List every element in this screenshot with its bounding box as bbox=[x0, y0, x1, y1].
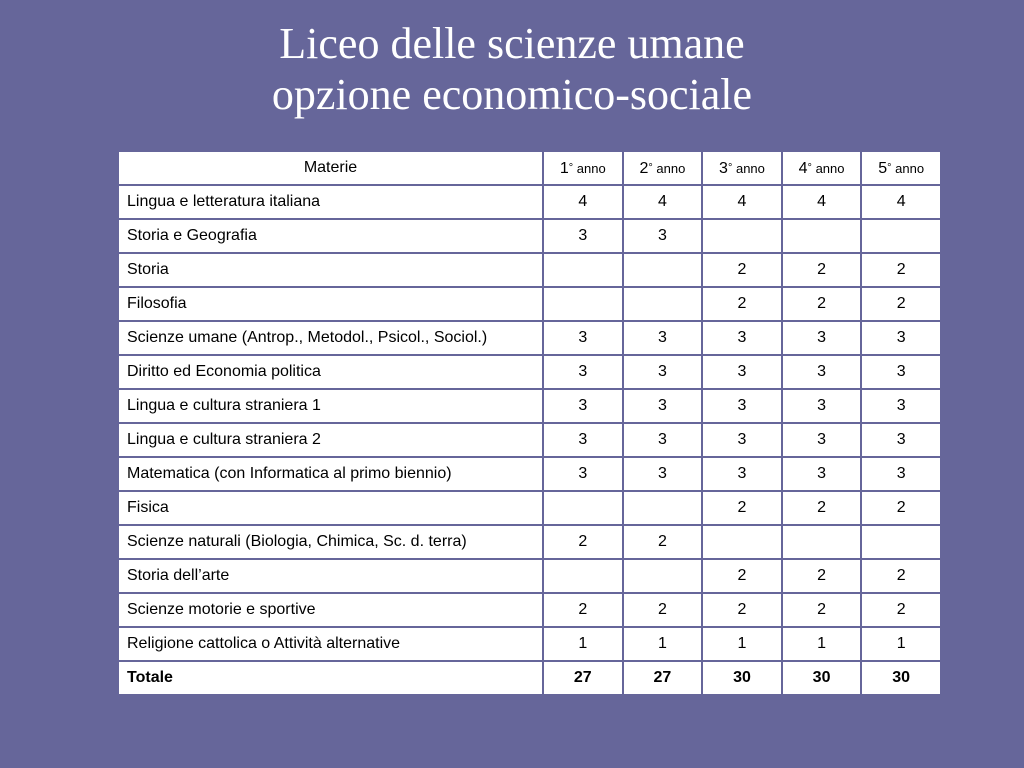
hours-cell: 3 bbox=[543, 389, 623, 423]
hours-cell: 2 bbox=[702, 287, 782, 321]
hours-cell: 4 bbox=[702, 185, 782, 219]
hours-cell bbox=[623, 253, 703, 287]
hours-cell: 3 bbox=[782, 423, 862, 457]
subject-cell: Filosofia bbox=[118, 287, 543, 321]
hours-cell bbox=[623, 491, 703, 525]
table-row bbox=[118, 389, 941, 423]
hours-cell bbox=[702, 219, 782, 253]
hours-cell bbox=[543, 287, 623, 321]
table-row bbox=[118, 185, 941, 219]
subject-cell: Scienze motorie e sportive bbox=[118, 593, 543, 627]
hours-cell: 3 bbox=[861, 355, 941, 389]
hours-cell: 4 bbox=[623, 185, 703, 219]
table-row bbox=[118, 627, 941, 661]
hours-cell: 3 bbox=[623, 389, 703, 423]
table-row bbox=[118, 219, 941, 253]
total-hours-cell: 27 bbox=[623, 661, 703, 695]
hours-cell: 2 bbox=[623, 593, 703, 627]
hours-cell bbox=[623, 287, 703, 321]
year-degree: ° bbox=[727, 161, 733, 174]
subject-cell: Lingua e cultura straniera 1 bbox=[118, 389, 543, 423]
year-number: 2 bbox=[639, 159, 649, 177]
hours-cell: 3 bbox=[623, 355, 703, 389]
hours-cell: 2 bbox=[782, 287, 862, 321]
hours-cell: 3 bbox=[782, 389, 862, 423]
hours-cell bbox=[623, 559, 703, 593]
hours-cell bbox=[543, 559, 623, 593]
hours-cell: 2 bbox=[861, 253, 941, 287]
hours-cell: 2 bbox=[702, 491, 782, 525]
header-year-5 bbox=[861, 151, 941, 185]
hours-cell: 4 bbox=[861, 185, 941, 219]
hours-cell: 2 bbox=[861, 593, 941, 627]
hours-cell: 3 bbox=[702, 321, 782, 355]
subject-cell: Scienze umane (Antrop., Metodol., Psicol., Sociol.) bbox=[118, 321, 543, 355]
table-row bbox=[118, 253, 941, 287]
hours-cell: 1 bbox=[543, 627, 623, 661]
subject-cell: Religione cattolica o Attività alternative bbox=[118, 627, 543, 661]
year-word: anno bbox=[811, 160, 845, 176]
hours-cell: 3 bbox=[543, 355, 623, 389]
table-row bbox=[118, 559, 941, 593]
table-row bbox=[118, 287, 941, 321]
hours-cell: 2 bbox=[861, 287, 941, 321]
header-year-1 bbox=[543, 151, 623, 185]
subject-cell: Lingua e letteratura italiana bbox=[118, 185, 543, 219]
table-row bbox=[118, 593, 941, 627]
hours-cell: 3 bbox=[543, 457, 623, 491]
subject-cell: Lingua e cultura straniera 2 bbox=[118, 423, 543, 457]
hours-cell: 1 bbox=[702, 627, 782, 661]
hours-cell: 2 bbox=[702, 593, 782, 627]
hours-cell: 1 bbox=[623, 627, 703, 661]
total-hours-cell: 30 bbox=[702, 661, 782, 695]
year-number: 3 bbox=[719, 159, 728, 177]
header-year-4 bbox=[782, 151, 862, 185]
subject-cell: Storia e Geografia bbox=[118, 219, 543, 253]
hours-cell: 2 bbox=[861, 491, 941, 525]
hours-cell: 3 bbox=[623, 219, 703, 253]
hours-cell: 3 bbox=[543, 321, 623, 355]
title-line-1: Liceo delle scienze umane bbox=[279, 19, 745, 68]
header-year-2 bbox=[623, 151, 703, 185]
hours-cell: 2 bbox=[702, 559, 782, 593]
table-row bbox=[118, 321, 941, 355]
hours-cell: 1 bbox=[782, 627, 862, 661]
curriculum-table bbox=[117, 150, 942, 696]
title-line-2: opzione economico-sociale bbox=[271, 70, 753, 119]
year-word: anno bbox=[652, 160, 686, 176]
total-row bbox=[118, 661, 941, 695]
hours-cell: 2 bbox=[861, 559, 941, 593]
hours-cell bbox=[702, 525, 782, 559]
subject-cell: Diritto ed Economia politica bbox=[118, 355, 543, 389]
hours-cell: 3 bbox=[543, 423, 623, 457]
header-year-3 bbox=[702, 151, 782, 185]
year-degree: ° bbox=[648, 161, 653, 174]
year-degree: ° bbox=[568, 161, 574, 174]
year-number: 1 bbox=[559, 159, 569, 177]
slide-title bbox=[0, 18, 1024, 120]
subject-cell: Storia bbox=[118, 253, 543, 287]
hours-cell: 3 bbox=[782, 355, 862, 389]
hours-cell: 2 bbox=[782, 559, 862, 593]
hours-cell: 4 bbox=[543, 185, 623, 219]
year-number: 5 bbox=[878, 159, 888, 177]
hours-cell bbox=[861, 219, 941, 253]
hours-cell: 2 bbox=[702, 253, 782, 287]
table-row bbox=[118, 423, 941, 457]
hours-cell: 3 bbox=[782, 457, 862, 491]
year-word: anno bbox=[732, 160, 765, 176]
total-hours-cell: 30 bbox=[861, 661, 941, 695]
table-row bbox=[118, 491, 941, 525]
table-row bbox=[118, 525, 941, 559]
table-row bbox=[118, 355, 941, 389]
hours-cell bbox=[782, 525, 862, 559]
hours-cell: 2 bbox=[782, 593, 862, 627]
header-subjects: Materie bbox=[118, 151, 543, 185]
hours-cell: 3 bbox=[861, 389, 941, 423]
total-hours-cell: 30 bbox=[782, 661, 862, 695]
table-row bbox=[118, 457, 941, 491]
hours-cell: 3 bbox=[702, 457, 782, 491]
hours-cell bbox=[861, 525, 941, 559]
hours-cell bbox=[782, 219, 862, 253]
year-number: 4 bbox=[798, 159, 808, 177]
subject-cell: Matematica (con Informatica al primo biennio) bbox=[118, 457, 543, 491]
subject-cell: Storia dell’arte bbox=[118, 559, 543, 593]
year-degree: ° bbox=[887, 161, 892, 174]
hours-cell: 2 bbox=[543, 593, 623, 627]
hours-cell: 2 bbox=[543, 525, 623, 559]
hours-cell: 3 bbox=[702, 355, 782, 389]
hours-cell: 3 bbox=[623, 321, 703, 355]
year-degree: ° bbox=[807, 161, 812, 174]
year-word: anno bbox=[573, 160, 606, 176]
total-label: Totale bbox=[118, 661, 543, 695]
hours-cell: 3 bbox=[702, 389, 782, 423]
hours-cell: 3 bbox=[623, 423, 703, 457]
subject-cell: Scienze naturali (Biologia, Chimica, Sc. d. terra) bbox=[118, 525, 543, 559]
total-hours-cell: 27 bbox=[543, 661, 623, 695]
hours-cell: 2 bbox=[782, 253, 862, 287]
hours-cell: 1 bbox=[861, 627, 941, 661]
hours-cell: 2 bbox=[623, 525, 703, 559]
hours-cell: 3 bbox=[861, 423, 941, 457]
header-row bbox=[118, 151, 941, 185]
year-word: anno bbox=[891, 160, 925, 176]
hours-cell: 3 bbox=[861, 321, 941, 355]
hours-cell: 3 bbox=[782, 321, 862, 355]
hours-cell: 3 bbox=[702, 423, 782, 457]
hours-cell: 4 bbox=[782, 185, 862, 219]
hours-cell bbox=[543, 253, 623, 287]
hours-cell: 3 bbox=[623, 457, 703, 491]
subject-cell: Fisica bbox=[118, 491, 543, 525]
hours-cell bbox=[543, 491, 623, 525]
hours-cell: 3 bbox=[543, 219, 623, 253]
hours-cell: 3 bbox=[861, 457, 941, 491]
hours-cell: 2 bbox=[782, 491, 862, 525]
